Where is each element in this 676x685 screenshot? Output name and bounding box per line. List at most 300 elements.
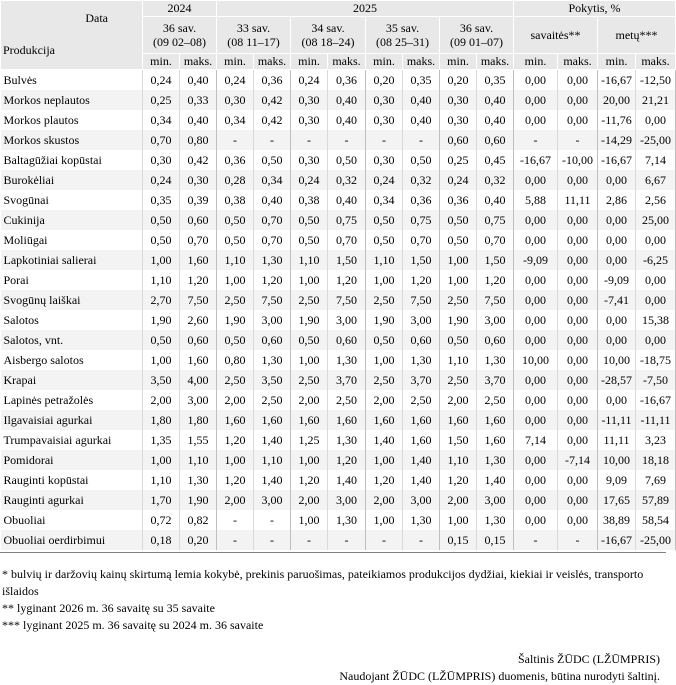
price-cell: 0,40: [328, 190, 366, 210]
price-cell: 1,00: [366, 450, 403, 470]
price-cell: 0,70: [477, 230, 514, 250]
price-cell: 0,24: [366, 170, 403, 190]
table-row: [1, 530, 676, 550]
price-cell: 0,25: [440, 150, 477, 170]
header-change-week: savaitės**: [514, 17, 598, 54]
price-cell: 1,25: [291, 430, 328, 450]
price-cell: 1,10: [440, 350, 477, 370]
header-period: 36 sav. (09 02–08): [143, 17, 217, 54]
price-cell: 1,10: [143, 470, 180, 490]
price-cell: 0,32: [328, 170, 366, 190]
price-cell: 0,50: [403, 150, 440, 170]
price-cell: 1,30: [180, 470, 217, 490]
product-name: Morkos neplautos: [1, 90, 143, 110]
price-cell: 0,36: [217, 150, 254, 170]
price-cell: -: [217, 510, 254, 530]
price-cell: 1,30: [477, 350, 514, 370]
price-cell: -: [558, 130, 598, 150]
header-period: 33 sav. (08 11–17): [217, 17, 291, 54]
product-name: Porai: [1, 270, 143, 290]
price-cell: 1,60: [403, 410, 440, 430]
price-cell: 1,00: [366, 350, 403, 370]
table-row: [1, 470, 676, 490]
price-cell: 0,30: [440, 110, 477, 130]
product-name: Cukinija: [1, 210, 143, 230]
table-row: [1, 430, 676, 450]
price-cell: 1,60: [477, 410, 514, 430]
price-cell: 7,14: [514, 430, 558, 450]
price-cell: 0,00: [514, 70, 558, 91]
price-cell: 0,00: [558, 470, 598, 490]
price-cell: 0,00: [558, 210, 598, 230]
price-cell: 0,00: [514, 510, 558, 530]
price-cell: 2,00: [366, 390, 403, 410]
price-cell: 0,70: [403, 230, 440, 250]
price-cell: 0,60: [180, 210, 217, 230]
price-cell: 0,40: [477, 90, 514, 110]
price-cell: -9,09: [598, 270, 636, 290]
price-cell: -: [514, 130, 558, 150]
price-cell: 1,00: [291, 450, 328, 470]
price-cell: 6,67: [636, 170, 676, 190]
header-corner: [1, 1, 143, 70]
source-block: [339, 651, 660, 685]
price-cell: -14,29: [598, 130, 636, 150]
source-line: Šaltinis ŽŪDC (LŽŪMPRIS): [517, 652, 660, 666]
price-cell: 0,24: [440, 170, 477, 190]
price-cell: 1,80: [143, 410, 180, 430]
price-cell: 1,10: [217, 250, 254, 270]
table-row: [1, 250, 676, 270]
price-cell: 0,00: [558, 330, 598, 350]
price-cell: 0,70: [143, 130, 180, 150]
price-cell: 0,30: [217, 90, 254, 110]
price-cell: 0,34: [143, 110, 180, 130]
product-name: Svogūnų laiškai: [1, 290, 143, 310]
price-cell: 1,60: [254, 410, 291, 430]
price-cell: 0,34: [366, 190, 403, 210]
price-cell: 1,10: [254, 450, 291, 470]
price-cell: 2,50: [366, 290, 403, 310]
table-row: [1, 510, 676, 530]
price-cell: 0,00: [558, 510, 598, 530]
price-cell: 0,60: [328, 330, 366, 350]
price-cell: 0,40: [477, 110, 514, 130]
price-cell: 1,20: [291, 470, 328, 490]
price-cell: 0,50: [254, 150, 291, 170]
price-cell: -11,11: [598, 410, 636, 430]
price-cell: 1,20: [217, 470, 254, 490]
footnote-1: * bulvių ir daržovių kainų skirtumą lemia kokybė, prekinis paruošimas, pateikiamos produkcijos dydžiai, kiekiai ir veislės, transporto išlaidos: [2, 567, 644, 598]
price-cell: 2,50: [366, 370, 403, 390]
price-cell: 0,00: [558, 290, 598, 310]
price-cell: 0,00: [558, 370, 598, 390]
price-cell: 0,00: [558, 250, 598, 270]
price-cell: -25,00: [636, 130, 676, 150]
table-row: [1, 450, 676, 470]
price-cell: 7,69: [636, 470, 676, 490]
price-cell: 2,50: [254, 390, 291, 410]
price-cell: 1,55: [180, 430, 217, 450]
header-max: maks.: [477, 54, 514, 70]
price-cell: 1,00: [440, 270, 477, 290]
table-row: [1, 110, 676, 130]
table-row: [1, 390, 676, 410]
price-cell: -: [291, 130, 328, 150]
price-cell: 0,75: [477, 210, 514, 230]
price-cell: 1,20: [328, 270, 366, 290]
price-cell: 3,00: [328, 490, 366, 510]
price-cell: 0,50: [366, 330, 403, 350]
price-cell: 2,00: [143, 390, 180, 410]
price-cell: 0,42: [254, 110, 291, 130]
price-cell: 1,90: [291, 310, 328, 330]
table-row: [1, 230, 676, 250]
price-cell: 0,30: [440, 90, 477, 110]
price-cell: 3,70: [477, 370, 514, 390]
price-cell: 0,30: [180, 170, 217, 190]
price-cell: -7,50: [636, 370, 676, 390]
price-cell: 4,00: [180, 370, 217, 390]
price-cell: 0,36: [440, 190, 477, 210]
price-cell: 0,28: [217, 170, 254, 190]
price-cell: 58,54: [636, 510, 676, 530]
table-row: [1, 130, 676, 150]
price-cell: 0,36: [254, 70, 291, 91]
price-cell: 1,30: [403, 510, 440, 530]
price-cell: 0,50: [291, 210, 328, 230]
price-cell: -12,50: [636, 70, 676, 91]
price-cell: 2,50: [291, 290, 328, 310]
price-cell: 0,00: [514, 210, 558, 230]
table-row: [1, 170, 676, 190]
price-cell: -16,67: [636, 390, 676, 410]
price-cell: 0,33: [180, 90, 217, 110]
table-row: [1, 210, 676, 230]
price-cell: 0,00: [514, 370, 558, 390]
price-cell: 0,00: [558, 110, 598, 130]
table-row: [1, 490, 676, 510]
price-cell: 0,00: [514, 330, 558, 350]
price-cell: 1,30: [254, 350, 291, 370]
price-cell: 1,20: [254, 270, 291, 290]
price-cell: 1,30: [328, 350, 366, 370]
price-cell: 0,60: [440, 130, 477, 150]
price-cell: 18,18: [636, 450, 676, 470]
price-cell: 2,60: [180, 310, 217, 330]
price-cell: 7,50: [328, 290, 366, 310]
price-cell: 1,00: [217, 450, 254, 470]
price-cell: 0,00: [558, 310, 598, 330]
price-cell: 1,10: [291, 250, 328, 270]
price-cell: 1,40: [328, 470, 366, 490]
price-cell: 0,34: [217, 110, 254, 130]
price-cell: 11,11: [558, 190, 598, 210]
price-cell: 38,89: [598, 510, 636, 530]
price-cell: 0,34: [254, 170, 291, 190]
price-cell: 1,30: [254, 250, 291, 270]
price-cell: 0,70: [254, 210, 291, 230]
price-cell: 0,00: [514, 170, 558, 190]
price-cell: 1,40: [254, 470, 291, 490]
price-cell: 0,00: [558, 90, 598, 110]
price-cell: 1,40: [366, 430, 403, 450]
price-cell: 10,00: [598, 350, 636, 370]
price-cell: 0,00: [598, 230, 636, 250]
price-cell: 2,00: [440, 390, 477, 410]
price-cell: 0,70: [254, 230, 291, 250]
price-cell: 1,40: [403, 450, 440, 470]
price-cell: 0,35: [403, 70, 440, 91]
price-cell: 2,50: [440, 290, 477, 310]
header-data-label: Data: [85, 11, 108, 25]
product-name: Salotos: [1, 310, 143, 330]
price-cell: 0,24: [143, 170, 180, 190]
price-cell: 0,00: [558, 170, 598, 190]
price-cell: -18,75: [636, 350, 676, 370]
price-cell: 0,38: [291, 190, 328, 210]
header-max: maks.: [636, 54, 676, 70]
price-cell: 21,21: [636, 90, 676, 110]
price-cell: -16,67: [598, 70, 636, 91]
price-cell: 2,00: [217, 490, 254, 510]
price-cell: 1,00: [143, 350, 180, 370]
footnote-2: ** lyginant 2026 m. 36 savaitę su 35 savaite: [2, 601, 215, 615]
price-cell: 1,60: [477, 430, 514, 450]
price-cell: 1,20: [180, 270, 217, 290]
price-cell: 0,75: [328, 210, 366, 230]
price-cell: 0,24: [291, 70, 328, 91]
price-cell: 0,00: [558, 430, 598, 450]
price-cell: 7,14: [636, 150, 676, 170]
price-cell: 0,32: [477, 170, 514, 190]
price-cell: 0,36: [403, 190, 440, 210]
price-cell: 0,30: [291, 110, 328, 130]
price-cell: 1,80: [180, 410, 217, 430]
price-cell: -: [328, 130, 366, 150]
table-row: [1, 350, 676, 370]
price-cell: 1,00: [440, 510, 477, 530]
price-cell: 2,00: [440, 490, 477, 510]
price-cell: 1,00: [291, 270, 328, 290]
price-cell: 0,50: [440, 230, 477, 250]
header-year-2025: 2025: [217, 1, 514, 17]
price-cell: 0,80: [180, 130, 217, 150]
price-cell: 3,70: [328, 370, 366, 390]
price-cell: 0,00: [514, 310, 558, 330]
price-cell: 1,50: [403, 250, 440, 270]
price-cell: -6,25: [636, 250, 676, 270]
price-cell: 1,60: [440, 410, 477, 430]
price-cell: 7,50: [403, 290, 440, 310]
price-cell: 0,00: [636, 230, 676, 250]
price-cell: 0,00: [598, 250, 636, 270]
price-cell: 1,00: [366, 510, 403, 530]
price-cell: 1,40: [477, 470, 514, 490]
price-cell: 0,30: [143, 150, 180, 170]
header-max: maks.: [328, 54, 366, 70]
price-cell: -16,67: [598, 150, 636, 170]
price-cell: 0,00: [558, 410, 598, 430]
header-max: maks.: [180, 54, 217, 70]
price-cell: 1,20: [477, 270, 514, 290]
price-cell: 1,20: [366, 470, 403, 490]
price-cell: 1,20: [440, 470, 477, 490]
price-cell: -: [403, 530, 440, 550]
price-cell: 0,75: [403, 210, 440, 230]
price-cell: 0,00: [636, 110, 676, 130]
price-cell: 17,65: [598, 490, 636, 510]
table-header: [1, 1, 676, 70]
price-cell: -: [254, 530, 291, 550]
price-cell: -: [403, 130, 440, 150]
source-citation-note: Naudojant ŽŪDC (LŽŪMPRIS) duomenis, būtina nurodyti šaltinį.: [339, 669, 660, 683]
price-cell: 3,00: [403, 490, 440, 510]
price-cell: 0,00: [514, 90, 558, 110]
header-max: maks.: [558, 54, 598, 70]
price-cell: 11,11: [598, 430, 636, 450]
price-cell: 1,10: [366, 250, 403, 270]
price-cell: 0,50: [440, 330, 477, 350]
price-cell: 3,00: [180, 390, 217, 410]
product-name: Salotos, vnt.: [1, 330, 143, 350]
price-cell: 0,00: [514, 490, 558, 510]
price-cell: 0,50: [291, 230, 328, 250]
price-cell: 1,50: [328, 250, 366, 270]
price-cell: 0,40: [180, 70, 217, 91]
price-cell: 1,30: [477, 510, 514, 530]
header-max: maks.: [254, 54, 291, 70]
price-cell: -: [291, 530, 328, 550]
price-cell: 0,24: [217, 70, 254, 91]
price-cell: 1,40: [254, 430, 291, 450]
footnotes: [2, 566, 662, 634]
price-cell: 3,50: [254, 370, 291, 390]
price-cell: 0,00: [558, 350, 598, 370]
price-cell: 2,00: [291, 390, 328, 410]
price-cell: 7,50: [477, 290, 514, 310]
price-cell: 1,00: [143, 250, 180, 270]
price-cell: 3,70: [403, 370, 440, 390]
price-cell: 3,00: [254, 310, 291, 330]
price-cell: -16,67: [598, 530, 636, 550]
price-cell: 10,00: [514, 350, 558, 370]
price-cell: 5,88: [514, 190, 558, 210]
price-cell: 57,89: [636, 490, 676, 510]
price-cell: 3,00: [477, 490, 514, 510]
product-name: Obuoliai oerdirbimui: [1, 530, 143, 550]
price-cell: -28,57: [598, 370, 636, 390]
price-cell: 0,50: [440, 210, 477, 230]
price-cell: 2,50: [328, 390, 366, 410]
price-cell: -7,41: [598, 290, 636, 310]
price-cell: 2,00: [217, 390, 254, 410]
price-cell: 1,60: [403, 430, 440, 450]
price-cell: 0,30: [366, 150, 403, 170]
price-cell: -: [366, 130, 403, 150]
price-cell: 1,10: [440, 450, 477, 470]
price-cell: -11,11: [636, 410, 676, 430]
price-cell: 0,00: [636, 290, 676, 310]
price-cell: 1,50: [477, 250, 514, 270]
product-name: Obuoliai: [1, 510, 143, 530]
price-cell: 0,00: [598, 310, 636, 330]
price-cell: 1,50: [440, 430, 477, 450]
price-cell: 0,50: [143, 330, 180, 350]
price-cell: 1,60: [217, 410, 254, 430]
price-cell: 0,50: [366, 230, 403, 250]
price-cell: 0,00: [558, 390, 598, 410]
price-cell: 1,20: [217, 430, 254, 450]
price-cell: 1,10: [143, 270, 180, 290]
price-cell: 1,30: [477, 450, 514, 470]
price-cell: 1,30: [328, 430, 366, 450]
price-cell: 0,50: [366, 210, 403, 230]
price-cell: 1,35: [143, 430, 180, 450]
price-cell: 0,30: [291, 90, 328, 110]
product-name: Moliūgai: [1, 230, 143, 250]
price-cell: -11,76: [598, 110, 636, 130]
price-cell: 0,00: [514, 450, 558, 470]
product-name: Burokėliai: [1, 170, 143, 190]
price-cell: 2,56: [636, 190, 676, 210]
price-cell: 2,50: [217, 370, 254, 390]
product-name: Lapkotiniai salierai: [1, 250, 143, 270]
product-name: Krapai: [1, 370, 143, 390]
header-min: min.: [514, 54, 558, 70]
table-row: [1, 150, 676, 170]
price-cell: 0,32: [403, 170, 440, 190]
table-row: [1, 90, 676, 110]
price-cell: 2,50: [403, 390, 440, 410]
price-cell: 0,82: [180, 510, 217, 530]
notes-divider: [0, 552, 666, 553]
price-cell: 1,30: [328, 510, 366, 530]
price-cell: 0,60: [180, 330, 217, 350]
price-cell: 2,50: [440, 370, 477, 390]
price-cell: 0,30: [291, 150, 328, 170]
price-cell: 0,60: [254, 330, 291, 350]
price-cell: 0,42: [254, 90, 291, 110]
price-cell: 1,40: [403, 470, 440, 490]
header-min: min.: [440, 54, 477, 70]
table-row: [1, 290, 676, 310]
table-row: [1, 70, 676, 91]
product-name: Morkos skustos: [1, 130, 143, 150]
product-name: Ilgavaisiai agurkai: [1, 410, 143, 430]
price-cell: 0,15: [440, 530, 477, 550]
price-cell: 0,70: [328, 230, 366, 250]
price-cell: 1,00: [366, 270, 403, 290]
price-cell: -25,00: [636, 530, 676, 550]
price-cell: 1,00: [143, 450, 180, 470]
table-row: [1, 330, 676, 350]
price-cell: 0,20: [180, 530, 217, 550]
header-year-2024: 2024: [143, 1, 217, 17]
price-cell: 0,50: [291, 330, 328, 350]
price-cell: 1,90: [217, 310, 254, 330]
price-cell: 7,50: [180, 290, 217, 310]
price-cell: -10,00: [558, 150, 598, 170]
price-cell: 3,00: [328, 310, 366, 330]
price-cell: 0,40: [328, 90, 366, 110]
price-cell: 0,18: [143, 530, 180, 550]
price-cell: 15,38: [636, 310, 676, 330]
price-cell: 2,70: [143, 290, 180, 310]
price-cell: -: [328, 530, 366, 550]
header-period: 35 sav. (08 25–31): [366, 17, 440, 54]
price-cell: 1,90: [180, 490, 217, 510]
